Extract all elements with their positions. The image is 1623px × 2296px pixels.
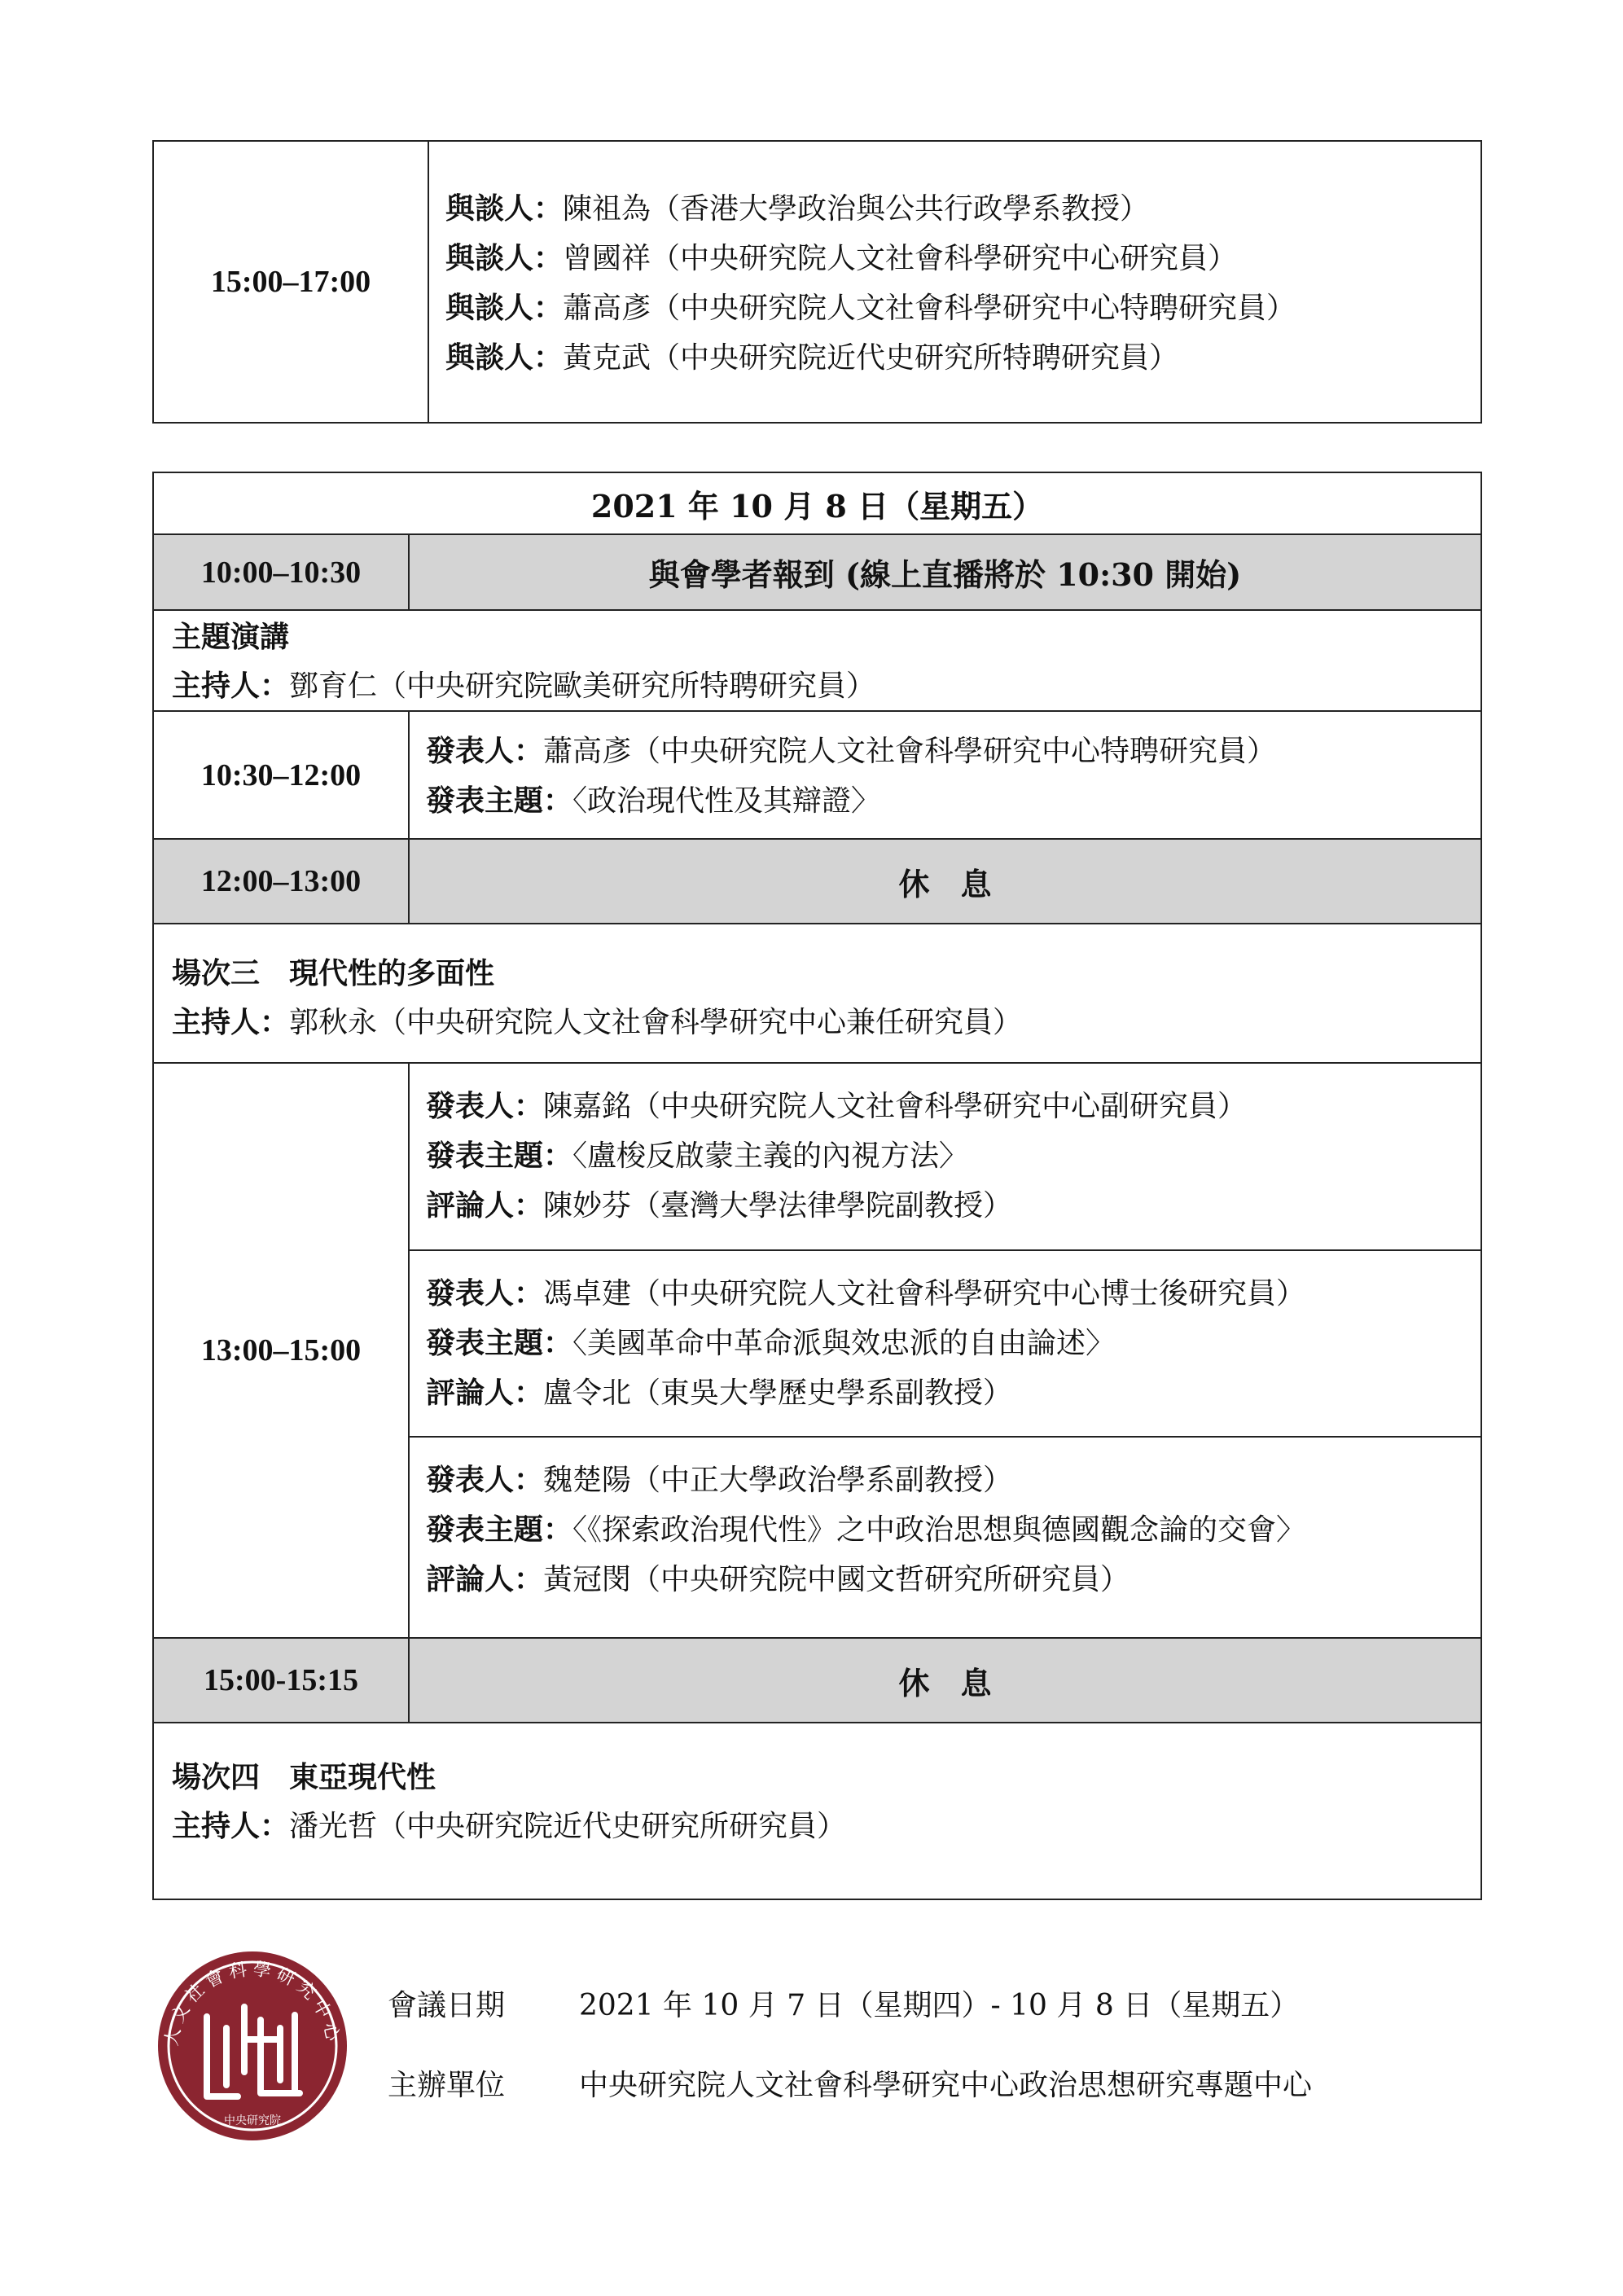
seal-arc-text: 人文社會科學研究中心 xyxy=(161,1959,344,2048)
presenter-line: 發表人：馮卓建（中央研究院人文社會科學研究中心博士後研究員） xyxy=(426,1276,1306,1310)
keynote-row xyxy=(154,712,1480,840)
paper-block xyxy=(410,1438,1480,1637)
presenter-line: 發表人：魏楚陽（中正大學政治學系副教授） xyxy=(426,1463,1013,1497)
panel-speakers xyxy=(429,142,1480,422)
break-time: 15:00-15:15 xyxy=(154,1639,410,1722)
session4-header xyxy=(154,1723,1480,1899)
keynote-time: 10:30–12:00 xyxy=(154,712,410,838)
speaker-label: 與談人 xyxy=(445,191,534,226)
panel-time: 15:00–17:00 xyxy=(154,142,429,422)
date-header: 2021 年 10 月 8 日（星期五） xyxy=(154,473,1480,535)
speaker-label: 與談人 xyxy=(445,291,534,325)
speaker-line: 與談人：蕭高彥（中央研究院人文社會科學研究中心特聘研究員） xyxy=(445,291,1296,325)
speaker-name: 蕭高彥（中央研究院人文社會科學研究中心特聘研究員） xyxy=(563,292,1296,325)
session3-row xyxy=(154,1064,1480,1639)
speaker-name: 陳祖為（香港大學政治與公共行政學系教授） xyxy=(563,192,1150,226)
session4-title: 場次四 東亞現代性 xyxy=(172,1760,436,1794)
panel-row xyxy=(154,142,1480,422)
paper-block xyxy=(410,1064,1480,1251)
discussant-line: 評論人：盧令北（東吳大學歷史學系副教授） xyxy=(426,1376,1013,1410)
seal-bottom-text: 中央研究院 xyxy=(224,2114,281,2127)
discussant-line: 評論人：黃冠閔（中央研究院中國文哲研究所研究員） xyxy=(426,1562,1130,1596)
organizer-value: 中央研究院人文社會科學研究中心政治思想研究專題中心 xyxy=(579,2069,1313,2102)
speaker-name: 曾國祥（中央研究院人文社會科學研究中心研究員） xyxy=(563,242,1238,275)
keynote-host: 主持人：鄧育仁（中央研究院歐美研究所特聘研究員） xyxy=(172,669,876,703)
speaker-name: 黃克武（中央研究院近代史研究所特聘研究員） xyxy=(563,341,1179,375)
session3-time: 13:00–15:00 xyxy=(154,1064,410,1637)
topic-line: 發表主題：〈《探索政治現代性》之中政治思想與德國觀念論的交會〉 xyxy=(426,1512,1306,1547)
session3-title: 場次三 現代性的多面性 xyxy=(172,956,495,990)
speaker-line: 與談人：黃克武（中央研究院近代史研究所特聘研究員） xyxy=(445,340,1179,375)
speaker-line: 與談人：曾國祥（中央研究院人文社會科學研究中心研究員） xyxy=(445,241,1238,275)
keynote-title: 主題演講 xyxy=(172,620,290,654)
paper-block xyxy=(410,1251,1480,1438)
organizer-label: 主辦單位 xyxy=(388,2069,506,2102)
break-time: 12:00–13:00 xyxy=(154,840,410,923)
organizer xyxy=(388,2062,1312,2104)
presenter-line: 發表人：陳嘉銘（中央研究院人文社會科學研究中心副研究員） xyxy=(426,1089,1248,1123)
speaker-label: 與談人 xyxy=(445,340,534,375)
speaker-line: 與談人：陳祖為（香港大學政治與公共行政學系教授） xyxy=(445,191,1150,226)
keynote-header xyxy=(154,611,1480,712)
discussant-line: 評論人：陳妙芬（臺灣大學法律學院副教授） xyxy=(426,1188,1013,1223)
presenter-line: 發表人：蕭高彥（中央研究院人文社會科學研究中心特聘研究員） xyxy=(426,734,1277,768)
date-label: 會議日期 xyxy=(388,1989,506,2022)
break-row xyxy=(154,840,1480,924)
session4-host: 主持人：潘光哲（中央研究院近代史研究所研究員） xyxy=(172,1809,847,1843)
topic-line: 發表主題：〈盧梭反啟蒙主義的內視方法〉 xyxy=(426,1139,969,1173)
break-text: 休 息 xyxy=(898,865,992,902)
topic-line: 發表主題：〈政治現代性及其辯證〉 xyxy=(426,784,881,818)
schedule-table xyxy=(152,472,1482,1900)
panel-table xyxy=(152,140,1482,424)
date-value: 2021 年 10 月 7 日（星期四）- 10 月 8 日（星期五） xyxy=(579,1989,1300,2022)
session3-host: 主持人：郭秋永（中央研究院人文社會科學研究中心兼任研究員） xyxy=(172,1005,1023,1039)
break-text: 休 息 xyxy=(898,1664,992,1701)
break-row xyxy=(154,1639,1480,1723)
registration-row xyxy=(154,535,1480,611)
institute-seal-logo xyxy=(156,1950,349,2142)
registration-time: 10:00–10:30 xyxy=(154,535,410,609)
topic-line: 發表主題：〈美國革命中革命派與效忠派的自由論述〉 xyxy=(426,1326,1116,1360)
registration-text: 與會學者報到 (線上直播將於 10:30 開始) xyxy=(648,556,1242,593)
footer xyxy=(0,1938,1623,2150)
speaker-label: 與談人 xyxy=(445,241,534,275)
session3-header xyxy=(154,924,1480,1064)
conference-date xyxy=(388,1982,1299,2024)
